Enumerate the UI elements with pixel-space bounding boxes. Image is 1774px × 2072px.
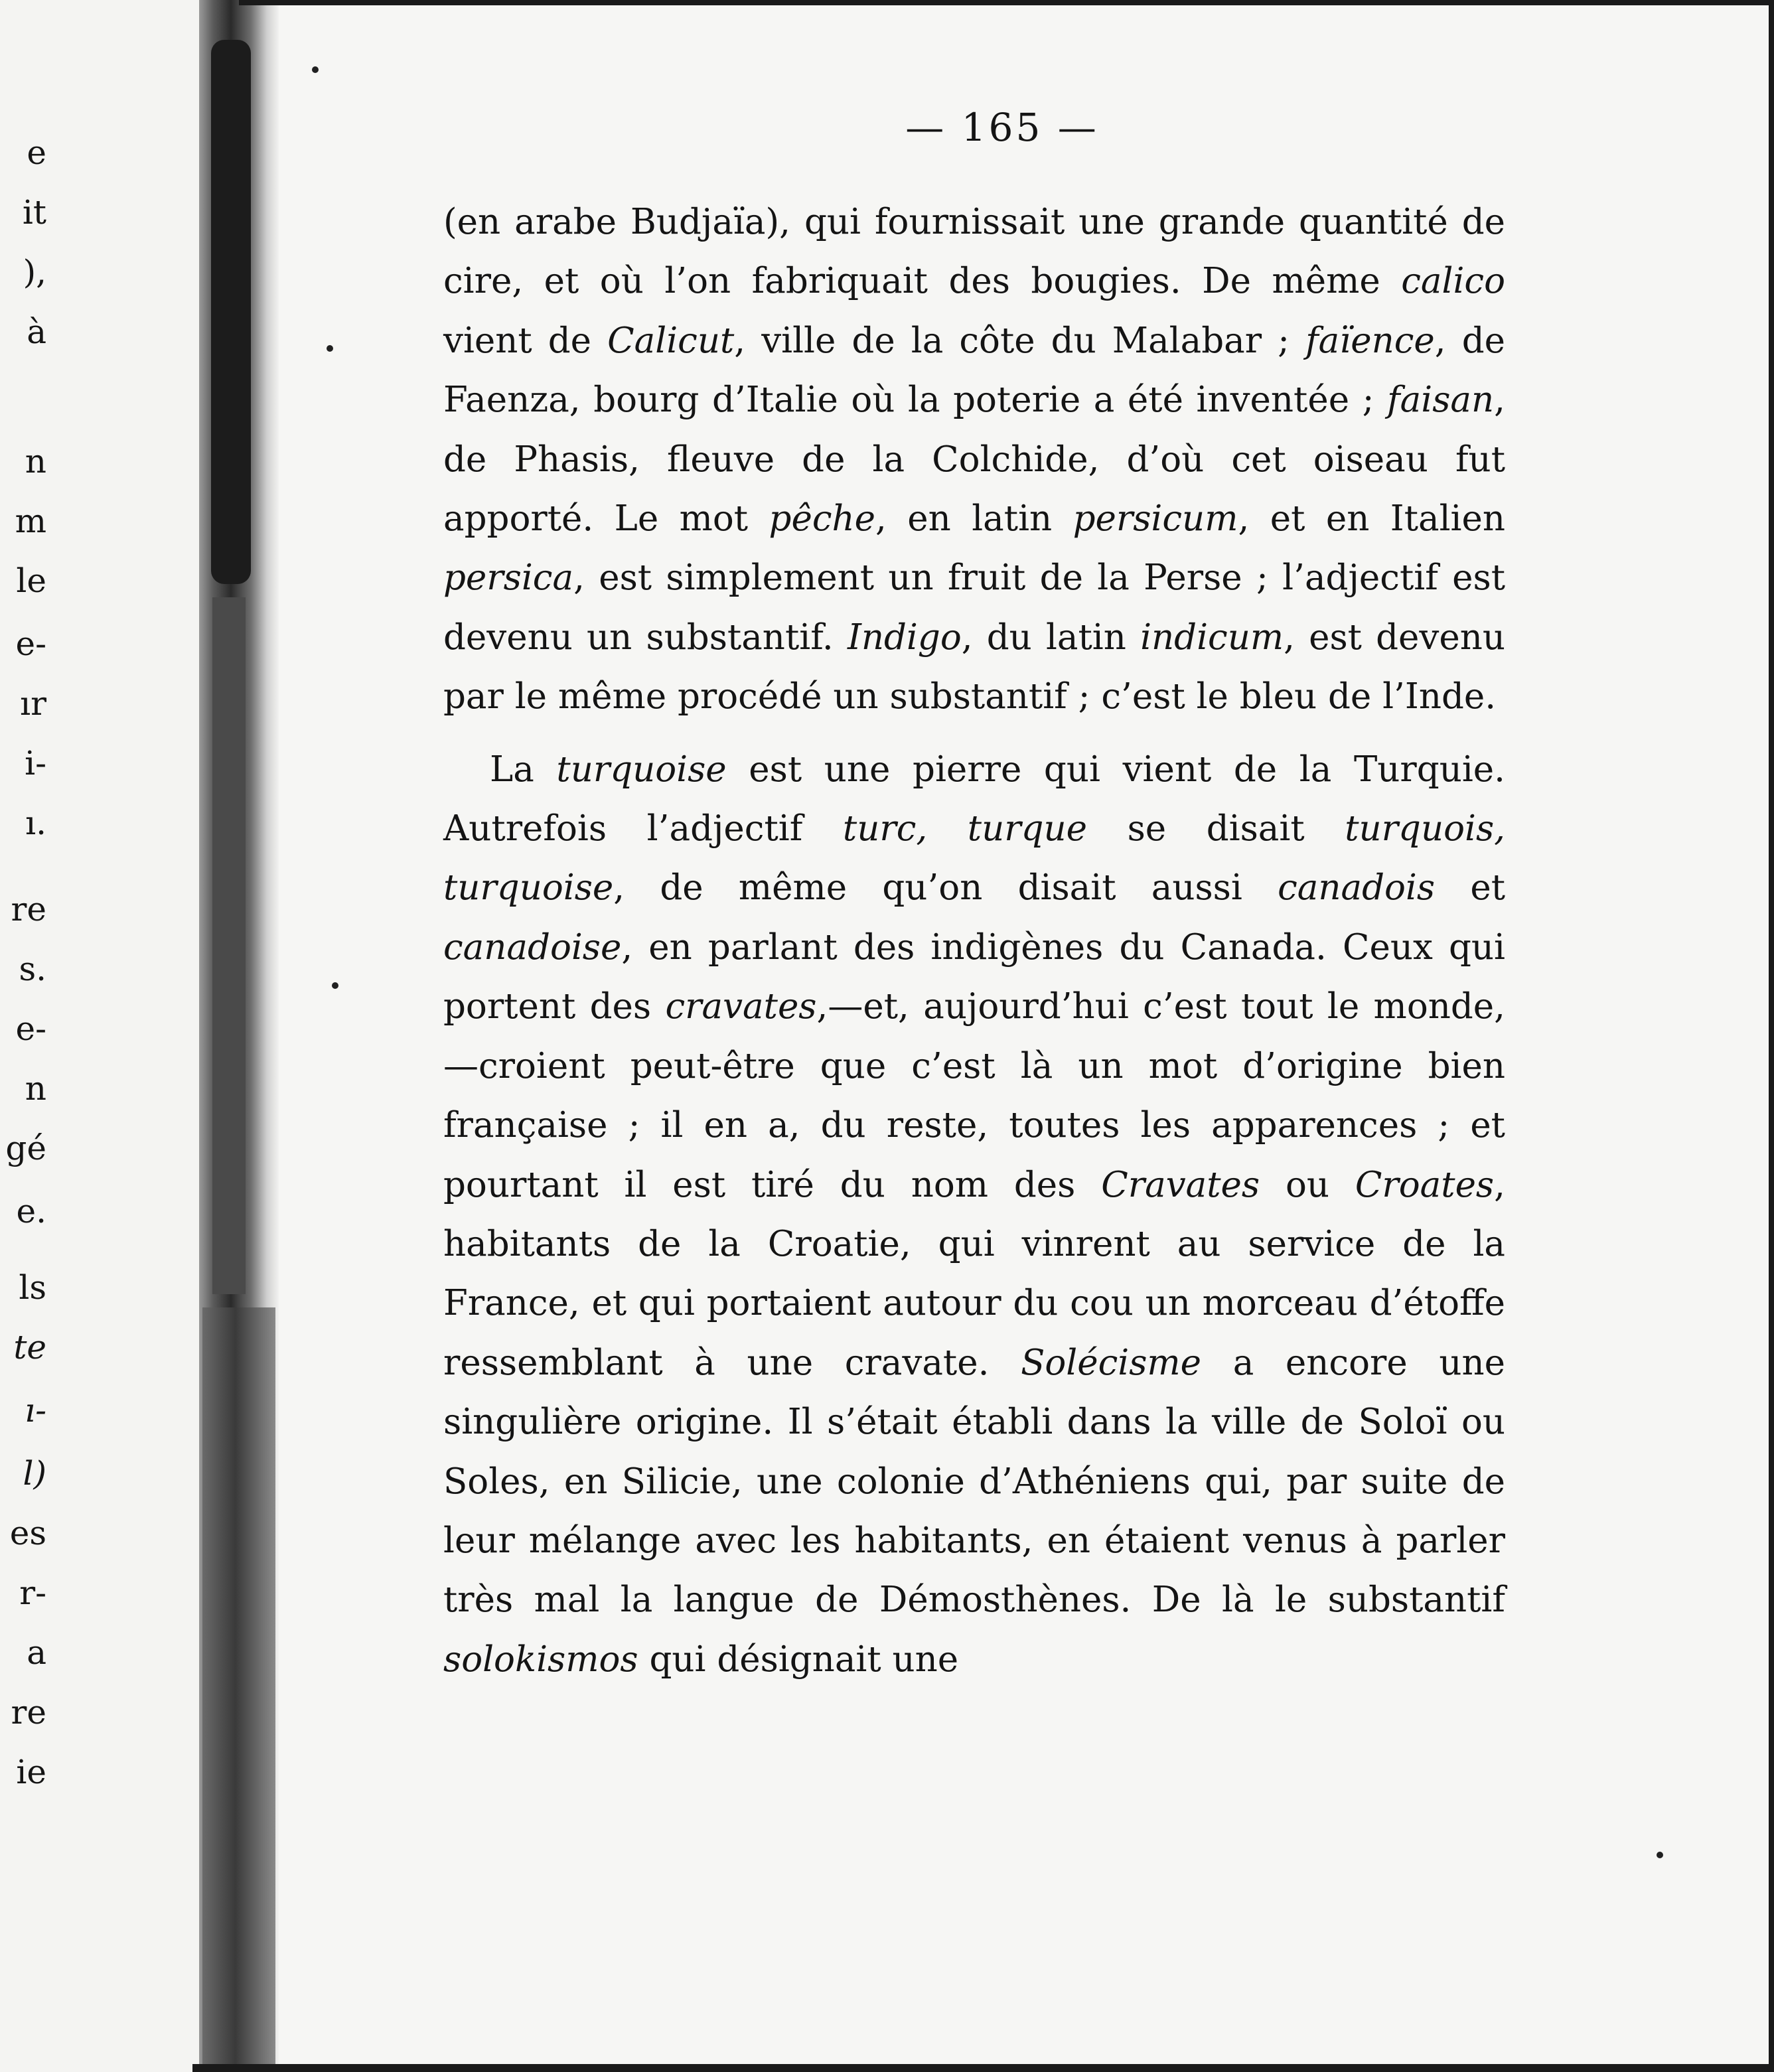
speck-mark	[312, 66, 319, 73]
italic-term: Calicut	[607, 320, 735, 361]
left-page-fragment: ),	[23, 253, 46, 291]
left-page-fragment: ls	[19, 1268, 46, 1307]
text-run: , est devenu par le même procédé un substantif ; c’est le bleu de l’Inde.	[443, 617, 1506, 717]
text-run: , en latin	[875, 498, 1073, 540]
text-run: (en arabe Budjaïa), qui fournissait une grande quantité de cire, et où l’on fabriquait des bougies. De même	[443, 202, 1505, 302]
text-run: , ville de la côte du Malabar ;	[734, 320, 1306, 361]
paragraph	[443, 192, 1505, 727]
scan-bottom-border	[192, 2064, 1774, 2072]
italic-term: turc, turque	[842, 808, 1087, 850]
italic-term: indicum	[1140, 617, 1284, 658]
text-run: , et en Italien	[1238, 498, 1505, 540]
text-run: ,—et, aujourd’hui c’est tout le monde,—croient peut-être que c’est là un mot d’origine bien française ; il en a, du reste, toutes les apparences ; et pourtant il est tiré du nom des	[443, 986, 1506, 1205]
italic-term: faïence	[1305, 320, 1435, 361]
left-page-fragment: r-	[19, 1574, 46, 1612]
left-page-fragment: a	[27, 1633, 46, 1672]
italic-term: Solécisme	[1021, 1342, 1202, 1383]
speck-mark	[332, 982, 338, 989]
gutter-dark-band	[211, 40, 251, 584]
text-run: qui désignait une	[638, 1639, 959, 1680]
left-page-fragment: s.	[19, 950, 46, 988]
left-page-fragment: ı.	[25, 804, 46, 842]
text-run: vient de	[443, 320, 608, 361]
page-body-text	[443, 192, 1505, 1689]
italic-term: faisan	[1387, 380, 1495, 421]
left-page-fragment: à	[27, 313, 46, 351]
left-page-fragment: e-	[15, 625, 46, 663]
left-page-fragment: re	[11, 1693, 46, 1732]
text-run: , de même qu’on disait aussi	[613, 867, 1278, 909]
italic-term: turquoise	[556, 749, 727, 790]
left-page-fragment: n	[25, 442, 46, 481]
left-page-fragment: l)	[23, 1454, 46, 1493]
page-number: — 165 —	[905, 105, 1099, 150]
text-run: , de Phasis, fleuve de la Colchide, d’où cet oiseau fut apporté. Le mot	[443, 380, 1505, 540]
left-page-fragment: e	[27, 133, 46, 172]
text-run: ou	[1260, 1164, 1355, 1205]
text-run: , de Faenza, bourg d’Italie où la poterie a été inventée ;	[443, 320, 1505, 421]
text-run: , du latin	[961, 617, 1141, 658]
text-run: a encore une singulière origine. Il s’était établi dans la ville de Soloï ou Soles, en Silicie, une colonie d’Athéniens qui, par suite de leur mélange avec les habitants, en étaient venus à parler très mal la langue de Démosthènes. De là le substantif	[443, 1342, 1505, 1621]
left-page-fragment: gé	[5, 1129, 46, 1167]
left-page-fragment: m	[15, 502, 46, 540]
text-run: La	[490, 749, 557, 790]
italic-term: Cravates	[1101, 1164, 1260, 1205]
left-page-fragment: i-	[25, 744, 46, 782]
left-page-fragment: re	[11, 890, 46, 928]
left-page-fragment: n	[25, 1069, 46, 1108]
italic-term: canadoise	[443, 926, 622, 968]
text-run: et	[1435, 867, 1505, 909]
italic-term: pêche	[769, 498, 876, 540]
text-run: , en parlant des indigènes du Canada. Ceux qui portent des	[443, 926, 1505, 1027]
italic-term: calico	[1401, 261, 1505, 302]
left-page-fragment: e.	[16, 1192, 46, 1230]
scan-top-border	[239, 0, 1774, 5]
gutter-mid-band	[212, 597, 246, 1294]
speck-mark	[327, 345, 333, 352]
italic-term: Indigo	[847, 617, 962, 658]
text-run: , habitants de la Croatie, qui vinrent au service de la France, et qui portaient autour du cou un morceau d’étoffe ressemblant à une cravate.	[443, 1164, 1505, 1383]
italic-term: cravates	[665, 986, 817, 1027]
paragraph	[443, 740, 1505, 1690]
gutter-low-band	[202, 1307, 275, 2071]
italic-term: turquois, turquoise	[443, 808, 1505, 909]
left-facing-page	[0, 0, 219, 2072]
italic-term: persica	[443, 557, 574, 599]
italic-term: persicum	[1072, 498, 1238, 540]
left-page-fragment: ie	[16, 1753, 46, 1791]
left-page-fragment: e-	[15, 1009, 46, 1048]
italic-term: canadois	[1278, 867, 1436, 909]
left-page-fragment: le	[16, 561, 46, 600]
scan-right-border	[1769, 0, 1774, 2072]
left-page-fragment: es	[9, 1514, 46, 1552]
text-run: est une pierre qui vient de la Turquie. Autrefois l’adjectif	[443, 749, 1505, 850]
italic-term: solokismos	[443, 1639, 638, 1680]
left-page-fragment: ır	[20, 684, 46, 723]
left-page-fragment: te	[13, 1328, 46, 1367]
text-run: se disait	[1087, 808, 1345, 850]
text-run: , est simplement un fruit de la Perse ; l’adjectif est devenu un substantif.	[443, 557, 1505, 658]
left-page-fragment: it	[22, 193, 46, 232]
left-page-fragment: ı-	[25, 1391, 46, 1430]
speck-mark	[1657, 1852, 1663, 1858]
italic-term: Croates	[1355, 1164, 1495, 1205]
